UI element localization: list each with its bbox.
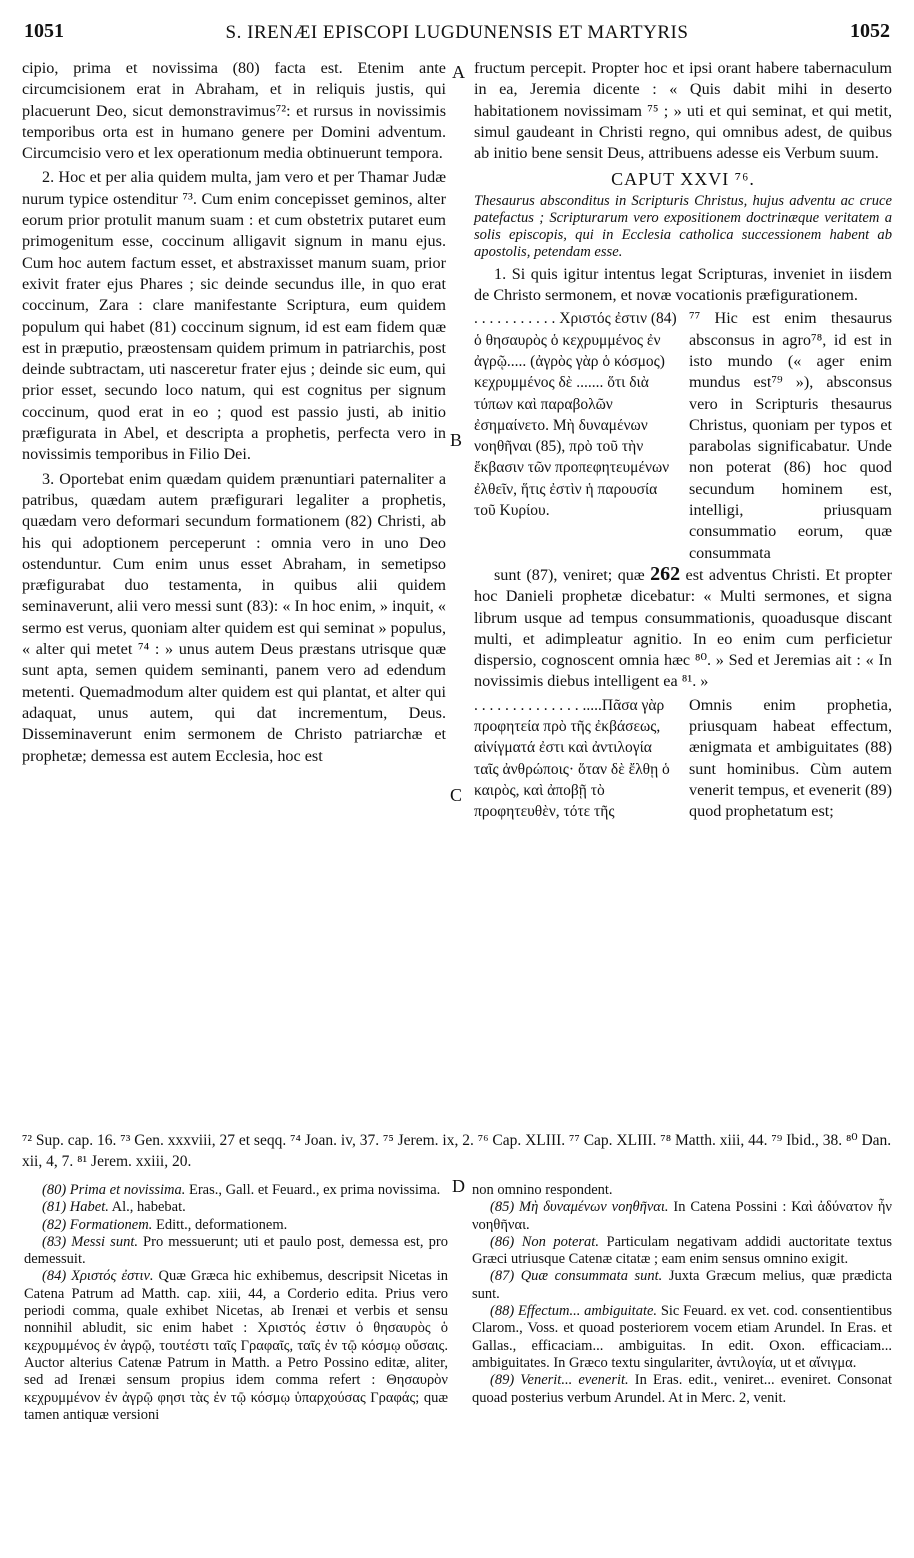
note-lemma: (81) Habet. xyxy=(42,1199,109,1216)
note-text: Quæ Græca hic exhibemus, descripsit Nicetas in Catena Patrum ad Matth. cap. xiii, 44, a Corderio edita. Prius vero periodi comma, quale exhibet Nicetas, ab Irenæi et verbis et sensu nonnihil abludit, sic enim habet : Χριστός ἐστιν ὁ θησαυρὸς ὁ κεχρυμμένος ἐν ἀγρῷ, τουτέστι ταῖς Γραφαῖς, ταῖς ἐν τῷ κόσμῳ οὔσαις. Auctor alterius Catenæ Patrum in Matth. a Petro Possino editæ, aliter, sed ad Irenæi sensum propius idem comma refert : Θησαυρὸν κεχρυμμένον ἐν ἀγρῷ φησι τὰς ἐν τῷ κόσμῳ ὑπαρχούσας Γραφάς; quæ tamen antiquæ versioni xyxy=(24,1268,448,1423)
note-lemma: (82) Formationem. xyxy=(42,1216,153,1233)
latin-text-1: ⁷⁷ Hic est enim thesaurus absconsus in agro⁷⁸, id est in isto mundo (« ager enim mundus est⁷⁹ »), absconsus vero in Scripturis thesaurus Christus, quoniam per typos et parabolas significabatur. Unde non poterat (86) hoc quod secundum hominem est, intelligi, priusquam consummatio eorum, quæ consummata xyxy=(689,309,892,562)
note-item xyxy=(472,1234,892,1269)
note-lemma: (80) Prima et novissima. xyxy=(42,1182,186,1198)
note-item xyxy=(472,1303,892,1372)
margin-letter-c: C xyxy=(450,785,463,805)
left-paragraph-2: 2. Hoc et per alia quidem multa, jam vero et per Thamar Judæ nurum typice ostenditur ⁷³. Cum enim concepisset geminos, alter eorum prior protulit manum suam : et cum obstetrix putaret eum primogenitum esse, coccinum alligavit signum in manu ejus. Cum hoc autem factum esset, et abstraxisset manum suam, prior exivit frater ejus Phares ; sic deinde secundus ille, in quo erat coccinum, Zara : clare manifestante Scriptura, eum quidem populum qui habet (81) coccinum signum, id est eam fidem quæ est in præputio, præostensam quidem primum in patriarchis, post deinde subtractam, uti nasceretur frater ejus ; deinde sic eum, qui prior esset, secundo loco natum, qui est cognitus per signum coccinum, quod erat in eo ; quod est passio justi, ab initio præfigurata in Abel, et descripta a prophetis, perfecta vero in novissimis temporibus in Filio Dei. xyxy=(22,168,446,464)
margin-letter-b: B xyxy=(450,430,463,450)
page-number-right: 1052 xyxy=(850,20,890,42)
left-column xyxy=(22,58,446,767)
right-paragraph-1: fructum percepit. Propter hoc et ipsi orant habere tabernaculum in ea, Jeremia dicente : « Quis dabit mihi in deserto habitationem novissimam ⁷⁵ ; » uti et qui seminat, et qui metit, simul gaudeant in Christi regno, qui omnibus adest, de quibus ab initio bene sensit Deus, attribuens adesse eis Verbum suum. xyxy=(474,59,892,163)
margin-letter-d: D xyxy=(452,1176,465,1196)
parallel-text-block-2 xyxy=(474,695,892,823)
note-text: non omnino respondent. xyxy=(472,1182,613,1198)
note-lemma: (86) Non poterat. xyxy=(490,1233,599,1250)
page-number-left: 1051 xyxy=(24,20,64,42)
note-item xyxy=(472,1182,892,1199)
parallel-text-block-1 xyxy=(474,308,892,564)
scripture-references: ⁷² Sup. cap. 16. ⁷³ Gen. xxxviii, 27 et seqq. ⁷⁴ Joan. iv, 37. ⁷⁵ Jerem. ix, 2. ⁷⁶ Cap. XLIII. ⁷⁷ Cap. XLIII. ⁷⁸ Matth. xiii, 44. ⁷⁹ Ibid., 38. ⁸⁰ Dan. xii, 4, 7. ⁸¹ Jerem. xxiii, 20. xyxy=(22,1132,892,1170)
note-lemma: (89) Venerit... evenerit. xyxy=(490,1372,629,1389)
note-item xyxy=(24,1217,448,1234)
note-text: In Eras. edit., veniret... eveniret. Consonat quoad posterius verbum Arundel. At in Merc. 2, venit. xyxy=(472,1372,892,1406)
notes-left-column xyxy=(24,1182,448,1424)
notes-right-column xyxy=(472,1182,892,1407)
note-item xyxy=(24,1268,448,1424)
note-lemma: (87) Quæ consummata sunt. xyxy=(490,1268,663,1285)
note-text: Al., habebat. xyxy=(108,1199,186,1216)
note-item xyxy=(24,1234,448,1269)
note-lemma: (88) Effectum... ambiguitate. xyxy=(490,1303,658,1320)
note-text: Juxta Græcum melius, quæ prædicta sunt. xyxy=(472,1268,892,1302)
note-lemma: (85) Μὴ δυναμένων νοηθῆναι. xyxy=(490,1199,669,1216)
note-lemma: (84) Χριστός ἐστιν. xyxy=(42,1268,154,1285)
right-paragraph-2: 1. Si quis igitur intentus legat Scripturas, inveniet in iisdem de Christo sermonem, et novæ vocationis præfigurationem. xyxy=(474,264,892,305)
left-paragraph-1: cipio, prima et novissima (80) facta est. Etenim ante circumcisionem erat in Abraham, et in reliquis justis, qui placuerunt Deo, sicut demonstravimus⁷²: et rursus in novissimis temporibus orta est in humano genere per Domini adventum. Circumcisio vero et lex operationum media obtinuerunt tempora. xyxy=(22,59,446,163)
note-text: In Catena Possini : Καὶ ἀδύνατον ἦν νοηθῆναι. xyxy=(472,1199,892,1233)
right-paragraph-3-start: sunt (87), veniret; quæ xyxy=(494,565,645,584)
right-column xyxy=(474,58,892,823)
note-item xyxy=(472,1268,892,1303)
note-text: Sic Feuard. ex vet. cod. consentientibus Clarom., Voss. et quoad posteriorem vocem etiam Arundel. In Eras. et Gallas., efficaciam... ambiguitas. In edit. Oxon. efficaciam... ambiguitates. In Græco textu singulariter, ἀντιλογία, ut et αἴνιγμα. xyxy=(472,1303,892,1371)
note-text: Eras., Gall. et Feuard., ex prima novissima. xyxy=(185,1182,441,1198)
right-paragraph-3-rest: est adventus Christi. Et propter hoc Danieli prophetæ dicebatur: « Multi sermones, et signa librum usque ad tempus consummationis, quoadusque discant multi, et adimpleatur agnitio. In eo enim cum perficietur dispersio, cognoscent omnia hæc ⁸⁰. » Sed et Jeremias ait : « In novissimis diebus intelligent ea ⁸¹. » xyxy=(474,565,892,691)
note-item xyxy=(472,1199,892,1234)
running-title: S. IRENÆI EPISCOPI LUGDUNENSIS ET MARTYRIS xyxy=(225,22,689,43)
note-text: Pro messuerunt; uti et paulo post, demessa est, pro demessuit. xyxy=(24,1233,448,1268)
note-item xyxy=(472,1372,892,1407)
right-paragraph-3 xyxy=(474,564,892,693)
greek-text-2: . . . . . . . . . . . . . . .....Πᾶσα γὰρ προφητεία πρὸ τῆς ἐκβάσεως, αἰνίγματά ἐστι καὶ ἀντιλογία ταῖς ἀνθρώποις· ὅταν δὲ ἔλθῃ ὁ καιρὸς, καὶ ἀποβῇ τὸ προφητευθὲν, τότε τῆς xyxy=(474,696,670,821)
note-text: Editt., deformationem. xyxy=(152,1216,288,1233)
note-text: Particulam negativam addidi auctoritate textus Græci utriusque Catenæ citatæ ; eam enim sensus omnino exigit. xyxy=(472,1233,892,1268)
note-item xyxy=(24,1199,448,1216)
note-lemma: (83) Messi sunt. xyxy=(42,1233,138,1250)
margin-letter-a: A xyxy=(452,62,465,82)
left-paragraph-3: 3. Oportebat enim quædam quidem prænuntiari paternaliter a patribus, quædam autem præfigurari legaliter a prophetis, quædam vero deformari secundum formationem (82) Christi, ab his qui adoptionem perceperunt : omnia vero in uno Deo ostenduntur. Cum enim unus esset Abraham, in semetipso præfigurabat duo testamenta, in quibus alii quidem seminaverunt, alii vero messi sunt (83): « In hoc enim, » inquit, « sermo est verus, quoniam alter quidem est qui seminat » populus, « alter qui metet ⁷⁴ : » unus autem Deus præstans utrisque quæ sunt apta, semen quidem seminanti, panem vero ad edendum metenti. Quemadmodum alter quidem est qui plantat, et alter qui adaquat, unus autem, qui dat incrementum, Deus. Disseminaverunt enim sermonem de Christo patriarchæ et prophetæ; demessa est autem Ecclesia, hoc est xyxy=(22,469,446,765)
note-item xyxy=(24,1182,448,1199)
greek-text-1: . . . . . . . . . . . Χριστός ἐστιν (84) ὁ θησαυρὸς ὁ κεχρυμμένος ἐν ἀγρῷ..... (ἀγρὸς γὰρ ὁ κόσμος) κεχρυμμένος δὲ ....... ὅτι διὰ τύπων καὶ παραβολῶν ἐσημαίνετο. Μὴ δυναμένων νοηθῆναι (85), πρὸ τοῦ τὴν ἔκβασιν τῶν προπεφητευμένων ἐλθεῖν, ἥτις ἐστὶν ἡ παρουσία τοῦ Κυρίου. xyxy=(474,310,677,520)
chapter-heading: CAPUT XXVI ⁷⁶. xyxy=(611,169,755,190)
edition-page-number: 262 xyxy=(650,562,681,585)
chapter-summary: Thesaurus absconditus in Scripturis Christus, hujus adventu ac cruce patefactus ; Scripturarum vero expositionem doctrinæque veritatem a solis episcopis, qui in Ecclesia catholica successionem habent ab apostolis, petendam esse. xyxy=(474,192,892,260)
page-header xyxy=(24,20,890,48)
latin-text-2: Omnis enim prophetia, priusquam habeat effectum, ænigmata et ambiguitates (88) sunt hominibus. Cùm autem venerit tempus, et evenerit (89) quod prophetatum est; xyxy=(689,695,892,821)
